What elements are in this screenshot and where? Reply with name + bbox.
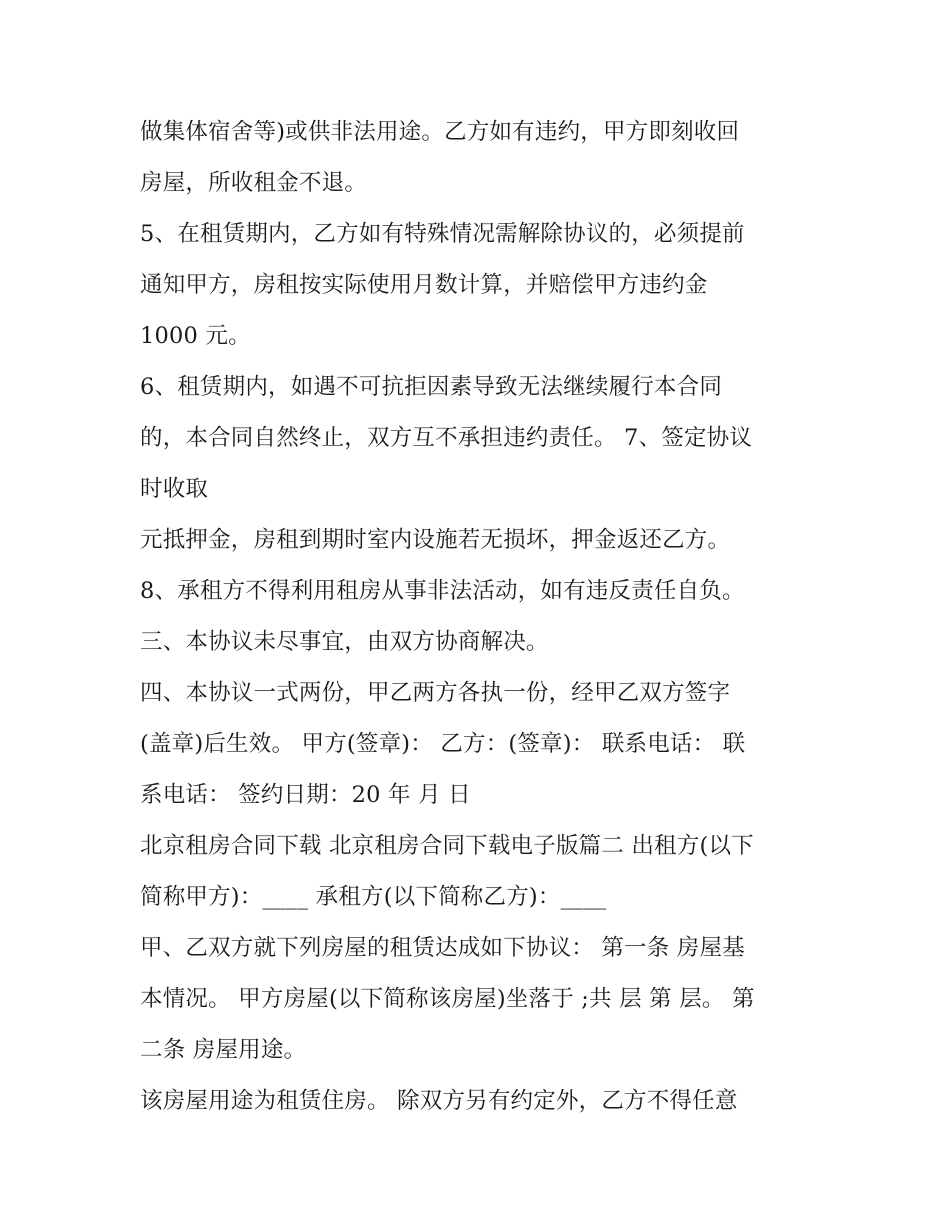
text-line: 8、承租方不得利用租房从事非法活动，如有违反责任自负。 — [140, 578, 745, 604]
text-line: 做集体宿舍等)或供非法用途。乙方如有违约，甲方即刻收回 — [140, 119, 740, 145]
text-line: 的，本合同自然终止，双方互不承担违约责任。 7、签定协议 — [140, 425, 753, 451]
document-body — [140, 107, 820, 1127]
text-line: 简称甲方)：____ 承租方(以下简称乙方)：____ — [140, 884, 607, 910]
text-line: 该房屋用途为租赁住房。 除双方另有约定外，乙方不得任意 — [140, 1088, 738, 1114]
text-line: 甲、乙双方就下列房屋的租赁达成如下协议： 第一条 房屋基 — [140, 935, 745, 961]
text-line: 系电话： 签约日期：20 年 月 日 — [140, 782, 471, 808]
text-line: 1000 元。 — [140, 323, 251, 349]
text-line: 三、本协议未尽事宜，由双方协商解决。 — [140, 629, 549, 655]
text-line: 6、租赁期内，如遇不可抗拒因素导致无法继续履行本合同 — [140, 374, 723, 400]
text-line: 本情况。 甲方房屋(以下简称该房屋)坐落于 ;共 层 第 层。 第 — [140, 986, 755, 1012]
text-line: 时收取 — [140, 476, 209, 502]
text-line: 房屋，所收租金不退。 — [140, 170, 368, 196]
text-line: 5、在租赁期内，乙方如有特殊情况需解除协议的，必须提前 — [140, 221, 745, 247]
text-line: 二条 房屋用途。 — [140, 1037, 307, 1063]
text-line: 元抵押金，房租到期时室内设施若无损坏，押金返还乙方。 — [140, 527, 731, 553]
text-line: 四、本协议一式两份，甲乙两方各执一份，经甲乙双方签字 — [140, 680, 731, 706]
text-line: 北京租房合同下载 北京租房合同下载电子版篇二 出租方(以下 — [140, 833, 754, 859]
text-line: 通知甲方，房租按实际使用月数计算，并赔偿甲方违约金 — [140, 272, 708, 298]
text-line: (盖章)后生效。 甲方(签章)： 乙方：(签章)： 联系电话： 联 — [140, 731, 746, 757]
